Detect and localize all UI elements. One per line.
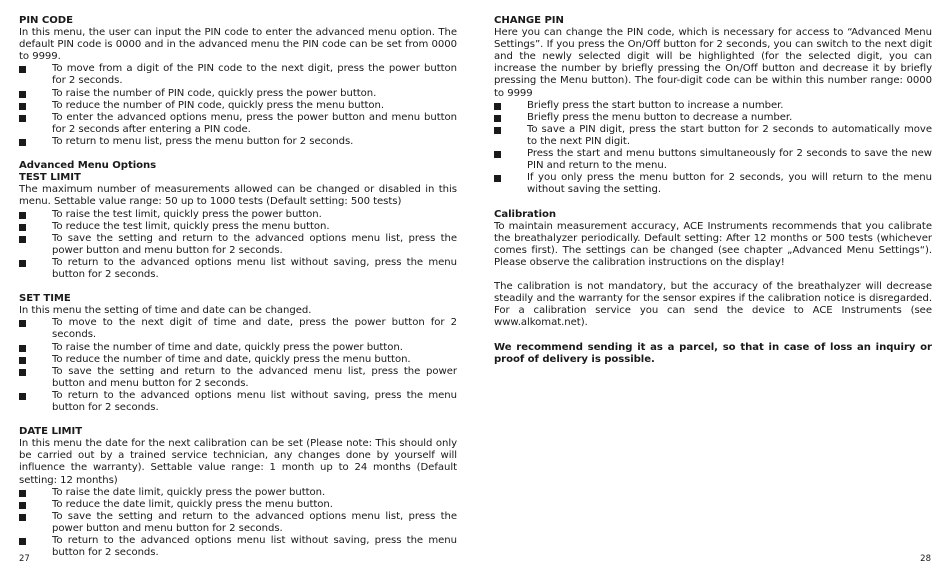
pin-code-heading: PIN CODE	[19, 15, 73, 26]
calibration-paragraph-2: The calibration is not mandatory, but the accuracy of the breathalyzer will decrease steadily and the warranty for the sensor expires if the calibration notice is disregarded. For a calibration service you can send the device to ACE Instruments (see www.alkomat.net).	[494, 281, 932, 329]
date-limit-list	[19, 487, 457, 560]
page-number-left: 27	[19, 554, 30, 564]
spacer	[494, 196, 932, 208]
list-item: To return to the advanced options menu list without saving, press the menu button for 2 seconds.	[19, 535, 457, 559]
test-limit-heading: TEST LIMIT	[19, 172, 81, 184]
set-time-section	[19, 293, 457, 414]
test-limit-section	[19, 160, 457, 281]
list-item: If you only press the menu button for 2 seconds, you will return to the menu without saving the setting.	[494, 172, 932, 196]
change-pin-heading: CHANGE PIN	[494, 15, 564, 26]
list-item: To reduce the date limit, quickly press the menu button.	[19, 499, 457, 511]
spacer	[494, 329, 932, 341]
spacer	[19, 414, 457, 426]
list-item: To raise the date limit, quickly press the power button.	[19, 487, 457, 499]
change-pin-intro: Here you can change the PIN code, which is necessary for access to “Advanced Menu Settings”. If you press the On/Off button for 2 seconds, you can switch to the next digit and the newly selected digit will be highlighted (for the selected digit, you can increase the number by briefly pressing the On/Off button and decrease it by briefly pressing the Menu button). The four-digit code can be within this number range: 0000 to 9999	[494, 27, 932, 99]
list-item: Briefly press the menu button to decrease a number.	[494, 112, 932, 124]
spacer	[494, 269, 932, 281]
date-limit-section	[19, 426, 457, 559]
list-item: To move from a digit of the PIN code to the next digit, press the power button for 2 seconds.	[19, 63, 457, 87]
advanced-menu-options-heading: Advanced Menu Options	[19, 160, 157, 172]
list-item: Press the start and menu buttons simultaneously for 2 seconds to save the new PIN and return to the menu.	[494, 148, 932, 172]
calibration-heading: Calibration	[494, 208, 557, 220]
test-limit-intro: The maximum number of measurements allowed can be changed or disabled in this menu. Settable value range: 50 up to 1000 tests (Default setting: 500 tests)	[19, 184, 457, 208]
list-item: To raise the number of PIN code, quickly press the power button.	[19, 88, 457, 100]
list-item: To reduce the number of PIN code, quickly press the menu button.	[19, 100, 457, 112]
pin-code-intro: In this menu, the user can input the PIN code to enter the advanced menu option. The default PIN code is 0000 and in the advanced menu the PIN code can be set from 0000 to 9999.	[19, 27, 457, 63]
calibration-paragraph-1: To maintain measurement accuracy, ACE Instruments recommends that you calibrate the breathalyzer periodically. Default setting: After 12 months or 500 tests (whichever comes first). The settings can be changed (see chapter „Advanced Menu Settings“). Please observe the calibration instructions on the display!	[494, 220, 932, 268]
list-item: To reduce the test limit, quickly press the menu button.	[19, 221, 457, 233]
spacer	[19, 281, 457, 293]
change-pin-list	[494, 100, 932, 197]
set-time-list	[19, 317, 457, 414]
list-item: To reduce the number of time and date, quickly press the menu button.	[19, 354, 457, 366]
list-item: To save a PIN digit, press the start button for 2 seconds to automatically move to the next PIN digit.	[494, 124, 932, 148]
list-item: Briefly press the start button to increase a number.	[494, 100, 932, 112]
list-item: To save the setting and return to the advanced options menu list, press the power button and menu button for 2 seconds.	[19, 511, 457, 535]
calibration-section	[494, 209, 932, 366]
date-limit-intro: In this menu the date for the next calibration can be set (Please note: This should only be carried out by a trained service technician, any changes done by yourself will influence the warranty). Settable value range: 1 month up to 24 months (Default setting: 12 months)	[19, 438, 457, 486]
page-number-right: 28	[920, 554, 931, 564]
calibration-recommendation: We recommend sending it as a parcel, so that in case of loss an inquiry or proof of delivery is possible.	[494, 341, 932, 365]
list-item: To return to menu list, press the menu button for 2 seconds.	[19, 136, 457, 148]
set-time-heading: SET TIME	[19, 293, 71, 305]
test-limit-list	[19, 209, 457, 282]
pin-code-section	[19, 15, 457, 148]
list-item: To save the setting and return to the advanced options menu list, press the power button and menu button for 2 seconds.	[19, 233, 457, 257]
list-item: To raise the number of time and date, quickly press the power button.	[19, 342, 457, 354]
list-item: To return to the advanced options menu list without saving, press the menu button for 2 seconds.	[19, 390, 457, 414]
set-time-intro: In this menu the setting of time and date can be changed.	[19, 305, 312, 317]
list-item: To move to the next digit of time and date, press the power button for 2 seconds.	[19, 317, 457, 341]
spacer	[19, 148, 457, 160]
left-page	[19, 15, 457, 559]
list-item: To save the setting and return to the advanced menu list, press the power button and menu button for 2 seconds.	[19, 366, 457, 390]
list-item: To raise the test limit, quickly press the power button.	[19, 209, 457, 221]
date-limit-heading: DATE LIMIT	[19, 426, 83, 438]
pin-code-list	[19, 63, 457, 148]
change-pin-section	[494, 15, 932, 196]
list-item: To return to the advanced options menu list without saving, press the menu button for 2 seconds.	[19, 257, 457, 281]
list-item: To enter the advanced options menu, press the power button and menu button for 2 seconds after entering a PIN code.	[19, 112, 457, 136]
right-page	[494, 15, 932, 366]
